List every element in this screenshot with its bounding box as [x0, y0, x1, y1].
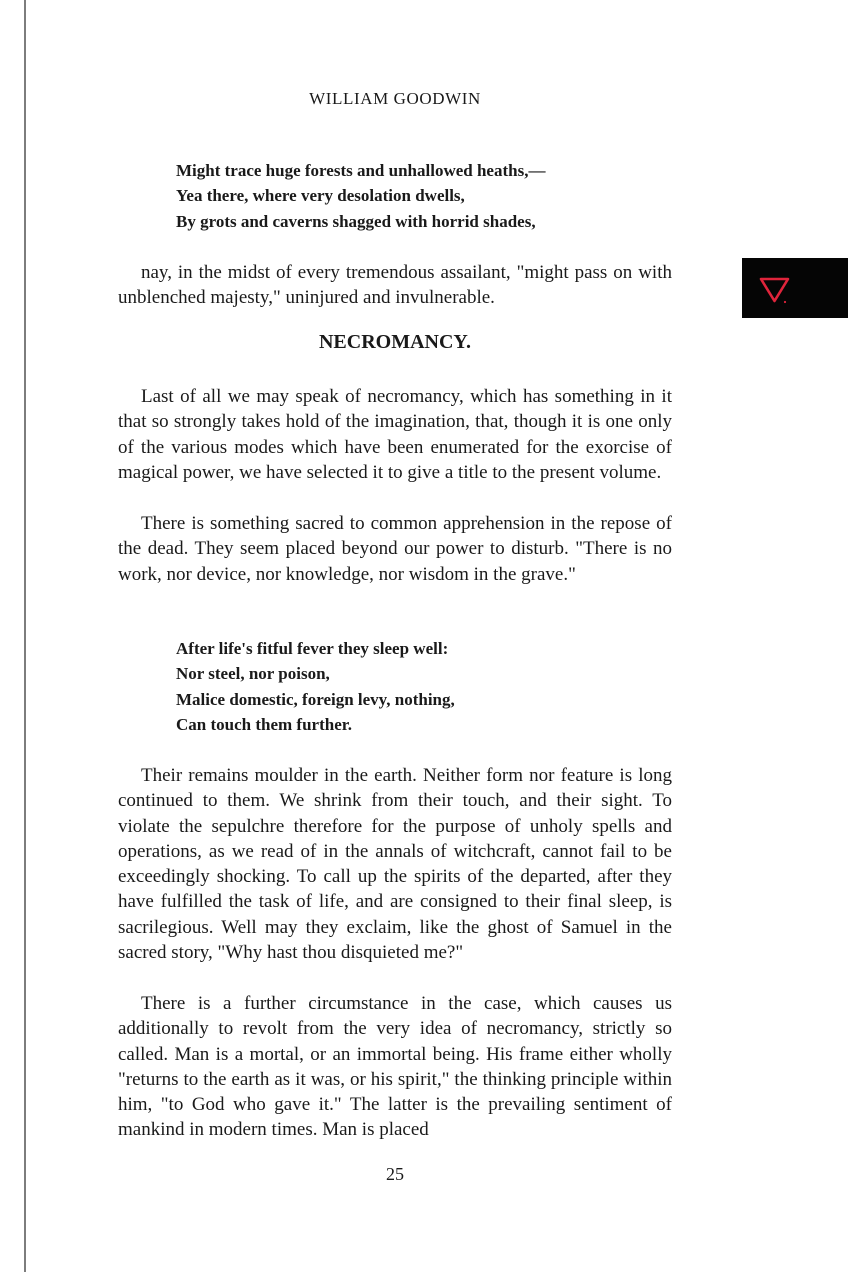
verse-line: Malice domestic, foreign levy, nothing, [176, 689, 455, 709]
running-head: WILLIAM GOODWIN [309, 89, 481, 108]
paragraph: There is a further circumstance in the case, which causes us additionally to revolt from the very idea of necromancy, strictly so called. Man is a mortal, or an immortal being. His frame either wholly "returns to the earth as it was, or his spirit," the thinking principle within him, "to God who gave it." The latter is the prevailing sentiment of mankind in modern times. Man is placed [118, 993, 672, 1141]
page-number: 25 [386, 1164, 404, 1184]
verse-line: Might trace huge forests and unhallowed heaths,— [176, 161, 546, 180]
paragraph: nay, in the midst of every tremendous assailant, "might pass on with unblenched majesty," uninjured and invulnerable. [118, 262, 672, 309]
paragraph: Their remains moulder in the earth. Neither form nor feature is long continued to them. We shrink from their touch, and their sight. To violate the sepulchre therefore for the purpose of unholy spells and operations, as we read of in the annals of witchcraft, cannot fail to be exceedingly shocking. To call up the spirits of the departed, after they have fulfilled the task of life, and are consigned to their final sleep, is sacrilegious. Well may they exclaim, like the ghost of Samuel in the sacred story, "Why hast thou disquieted me?" [118, 765, 672, 964]
down-triangle-icon [758, 276, 792, 306]
paragraph: Last of all we may speak of necromancy, which has something in it that so strongly takes hold of the imagination, that, though it is one only of the various modes which have been enumerated for the exorcise of magical power, we have selected it to give a title to the present volume. [118, 386, 672, 483]
verse-line: Yea there, where very desolation dwells, [176, 186, 465, 206]
verse-line: Can touch them further. [176, 714, 352, 734]
page-edge-rule [24, 0, 26, 1272]
verse-line: Nor steel, nor poison, [176, 664, 330, 684]
verse-quote-1 [176, 158, 545, 234]
paragraph: There is something sacred to common apprehension in the repose of the dead. They seem placed beyond our power to disturb. "There is no work, nor device, nor knowledge, nor wisdom in the grave." [118, 513, 672, 585]
section-heading: NECROMANCY. [318, 331, 472, 353]
verse-quote-2 [176, 636, 455, 737]
verse-line: By grots and caverns shagged with horrid shades, [176, 211, 536, 231]
verse-line: After life's fitful fever they sleep well: [176, 639, 449, 658]
bookmark-tab[interactable] [742, 258, 848, 318]
